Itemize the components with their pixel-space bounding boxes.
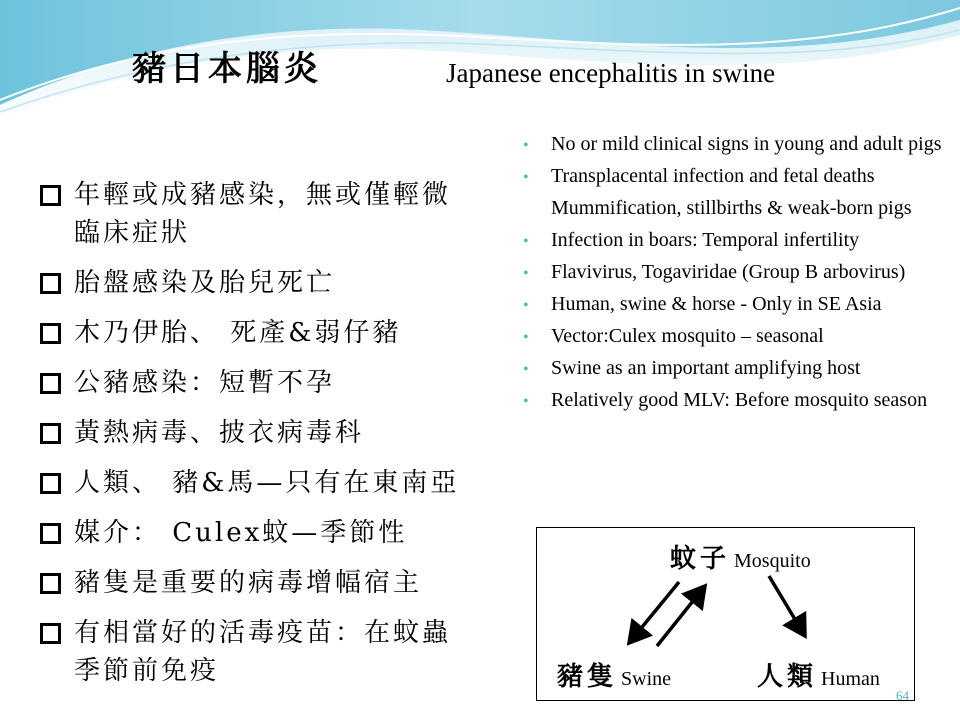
dot-bullet-icon: • xyxy=(523,329,529,346)
list-item: 木乃伊胎、 死產&弱仔豬 xyxy=(40,314,530,352)
dot-bullet-icon: • xyxy=(523,393,529,410)
list-item: 人類、 豬&馬—只有在東南亞 xyxy=(40,464,530,502)
human-node: 人類 Human xyxy=(757,662,880,692)
arrow-mosquito-to-human xyxy=(769,576,805,636)
mosquito-node: 蚊子 Mosquito xyxy=(670,544,811,574)
list-item: 有相當好的活毒疫苗：在蚊蟲 季節前免疫 xyxy=(40,614,530,690)
dot-bullet-icon: • xyxy=(523,361,529,378)
list-item: • No or mild clinical signs in young and adult pigs xyxy=(520,132,950,156)
square-bullet-icon xyxy=(40,423,61,444)
page-number: 64 xyxy=(896,688,909,703)
square-bullet-icon xyxy=(40,273,61,294)
square-bullet-icon xyxy=(40,523,61,544)
title-english: Japanese encephalitis in swine xyxy=(446,58,776,88)
chinese-bullet-list xyxy=(40,176,530,702)
square-bullet-icon xyxy=(40,573,61,594)
dot-bullet-icon: • xyxy=(523,265,529,282)
swine-node: 豬隻 Swine xyxy=(557,662,672,692)
square-bullet-icon xyxy=(40,185,61,206)
list-item: 公豬感染：短暫不孕 xyxy=(40,364,530,402)
list-item: • Human, swine & horse - Only in SE Asia xyxy=(520,292,950,316)
dot-bullet-icon: • xyxy=(523,233,529,250)
list-item: Mummification, stillbirths & weak-born pigs xyxy=(551,197,912,219)
list-item: • Flavivirus, Togaviridae (Group B arbovirus) xyxy=(520,260,950,284)
list-item: • Relatively good MLV: Before mosquito season xyxy=(520,388,950,412)
list-item: • Vector:Culex mosquito – seasonal xyxy=(520,324,950,348)
square-bullet-icon xyxy=(40,323,61,344)
dot-bullet-icon: • xyxy=(523,169,529,186)
arrow-swine-to-mosquito xyxy=(657,586,705,646)
list-item: • Swine as an important amplifying host xyxy=(520,356,950,380)
list-item: 胎盤感染及胎兒死亡 xyxy=(40,264,530,302)
square-bullet-icon xyxy=(40,623,61,644)
list-item: 黃熱病毒、披衣病毒科 xyxy=(40,414,530,452)
dot-bullet-icon: • xyxy=(523,297,529,314)
english-bullet-list xyxy=(520,132,950,420)
list-item: • Infection in boars: Temporal infertility xyxy=(520,228,950,252)
transmission-diagram xyxy=(536,527,915,701)
list-item: • Transplacental infection and fetal deaths xyxy=(520,164,950,188)
diagram-arrows xyxy=(537,528,914,700)
list-item: 年輕或成豬感染，無或僅輕微 臨床症狀 xyxy=(40,176,530,252)
list-item: 豬隻是重要的病毒增幅宿主 xyxy=(40,564,530,602)
arrow-mosquito-to-swine xyxy=(629,582,679,643)
title-chinese: 豬日本腦炎 xyxy=(132,49,322,89)
square-bullet-icon xyxy=(40,373,61,394)
square-bullet-icon xyxy=(40,473,61,494)
dot-bullet-icon: • xyxy=(523,137,529,154)
list-item: 媒介： Culex蚊—季節性 xyxy=(40,514,530,552)
